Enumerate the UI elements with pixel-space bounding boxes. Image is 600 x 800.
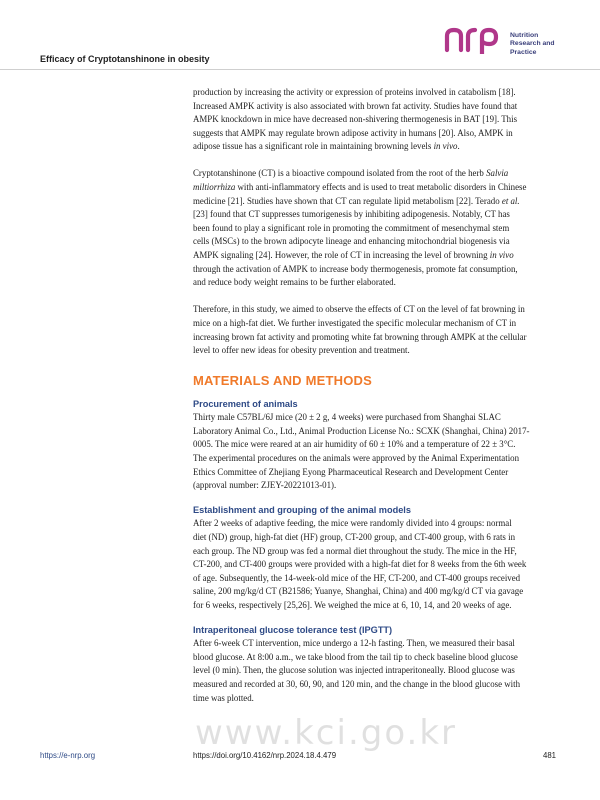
paragraph-ampk	[193, 86, 560, 154]
text-line: medicine [21]. Studies have shown that CT can regulate lipid metabolism [22]. Terado et al.	[193, 195, 520, 206]
text-line: level (0 min). Then, the glucose solution was injected intraperitoneally. Blood glucose was	[193, 665, 515, 676]
text-line: Thirty male C57BL/6J mice (20 ± 2 g, 4 weeks) were purchased from Shanghai SLAC	[193, 412, 501, 423]
journal-url-link[interactable]: https://e-nrp.org	[40, 751, 96, 760]
text-line: After 6-week CT intervention, mice undergo a 12-h fasting. Then, we measured their basal	[193, 638, 515, 649]
text-line: level to offer new ideas for obesity prevention and treatment.	[193, 345, 410, 356]
logo-line-2: Research and	[510, 40, 555, 48]
nrp-logo-mark	[444, 24, 506, 54]
text-line: 0005. The mice were reared at an air humidity of 60 ± 10% and a temperature of 22 ± 3°C.	[193, 439, 516, 450]
header-divider	[0, 69, 600, 70]
text-line: After 2 weeks of adaptive feeding, the mice were randomly divided into 4 groups: normal	[193, 518, 512, 529]
text-line: been found to play a significant role in promoting the commitment of mesenchymal stem	[193, 222, 510, 233]
page-number: 481	[543, 751, 557, 760]
text-line: and reduce body weight remains to be further elaborated.	[193, 277, 396, 288]
text-line: miltiorrhiza with anti-inflammatory effects and is used to treat metabolic disorders in Chinese	[193, 182, 527, 193]
text-line: AMPK knockdown in mice have decreased non-shivering thermogenesis in BAT [19]. This	[193, 114, 518, 125]
text-line: increasing brown fat activity and promoting white fat browning through AMPK at the cellular	[193, 331, 527, 342]
subsection-heading: Procurement of animals	[193, 398, 298, 409]
text-line: Laboratory Animal Co., Ltd., Animal Production License No.: SCXK (Shanghai, China) 2017-	[193, 425, 530, 436]
text-line: AMPK signaling [24]. However, the role of CT in increasing the level of browning in vivo	[193, 250, 514, 261]
text-line: diet (ND) group, high-fat diet (HF) group, CT-200 group, and CT-400 group, with 6 rats in	[193, 532, 516, 543]
text-line: Increased AMPK activity is also associated with brown fat activity. Studies have found that	[193, 100, 518, 111]
paragraph-aim	[193, 303, 560, 357]
text-line: The experimental procedures on the animals were approved by the Animal Experimentation	[193, 453, 520, 464]
subsection-ipgtt	[193, 624, 560, 706]
subsection-procurement	[193, 398, 560, 493]
running-title: Efficacy of Cryptotanshinone in obesity	[40, 54, 210, 64]
text-line: Ethics Committee of Zhejiang Eyong Pharmaceutical Research and Development Center	[193, 466, 509, 477]
text-line: CT-200, and CT-400 groups were provided with a high-fat diet for 8 weeks from the 6th week	[193, 559, 527, 570]
subsection-heading: Intraperitoneal glucose tolerance test (IPGTT)	[193, 624, 393, 635]
text-line: suggests that AMPK may regulate brown adipose activity in humans [20]. Also, AMPK in	[193, 127, 513, 138]
text-line: cells (MSCs) to the brown adipocyte lineage and enhancing mitochondrial biogenesis via	[193, 236, 510, 247]
subsection-heading: Establishment and grouping of the animal models	[193, 504, 411, 515]
text-line: mice on a high-fat diet. We further investigated the specific molecular mechanism of CT in	[193, 317, 517, 328]
text-line: production by increasing the activity or expression of proteins involved in catabolism [18].	[193, 87, 516, 97]
text-line: blood glucose. At 8:00 a.m., we take blood from the tail tip to check baseline blood glucose	[193, 651, 518, 662]
logo-line-1: Nutrition	[510, 32, 539, 39]
paragraph-cryptotanshinone	[193, 167, 560, 289]
logo-text	[510, 32, 570, 57]
text-line: Cryptotanshinone (CT) is a bioactive compound isolated from the root of the herb Salvia	[193, 168, 509, 179]
section-heading: MATERIALS AND METHODS	[193, 372, 372, 388]
text-line: for 6 weeks, respectively [25,26]. We weighed the mice at 6, 10, 14, and 20 weeks of age.	[193, 600, 512, 610]
text-line: through the activation of AMPK to increase body thermogenesis, promote fat consumption,	[193, 263, 518, 274]
text-line: time was plotted.	[193, 692, 254, 703]
page-header	[0, 0, 600, 70]
text-line: saline, 200 mg/kg/d CT (B21586; Yuanye, Shanghai, China) and 400 mg/kg/d CT via gavage	[193, 586, 524, 597]
watermark: www.kci.go.kr	[195, 713, 458, 753]
text-line: [23] found that CT suppresses tumorigenesis by inhibiting adipogenesis. Notably, CT has	[193, 209, 510, 220]
text-line: (approval number: ZJEY-20221013-01).	[193, 480, 337, 491]
text-line: of age. Subsequently, the 14-week-old mice of the HF, CT-200, and CT-400 groups received	[193, 572, 521, 583]
journal-logo	[444, 24, 564, 68]
text-line: adipose tissue has a significant role in maintaining browning levels in vivo.	[193, 141, 460, 152]
logo-line-3: Practice	[510, 48, 537, 56]
text-line: measured and recorded at 30, 60, 90, and 120 min, and the change in the blood glucose with	[193, 678, 521, 689]
text-line: Therefore, in this study, we aimed to observe the effects of CT on the level of fat browning in	[193, 304, 525, 315]
subsection-grouping	[193, 504, 560, 613]
text-line: each group. The ND group was fed a normal diet throughout the study. The mice in the HF,	[193, 545, 517, 556]
doi-link[interactable]: https://doi.org/10.4162/nrp.2024.18.4.479	[193, 751, 337, 760]
article-body	[193, 86, 560, 716]
